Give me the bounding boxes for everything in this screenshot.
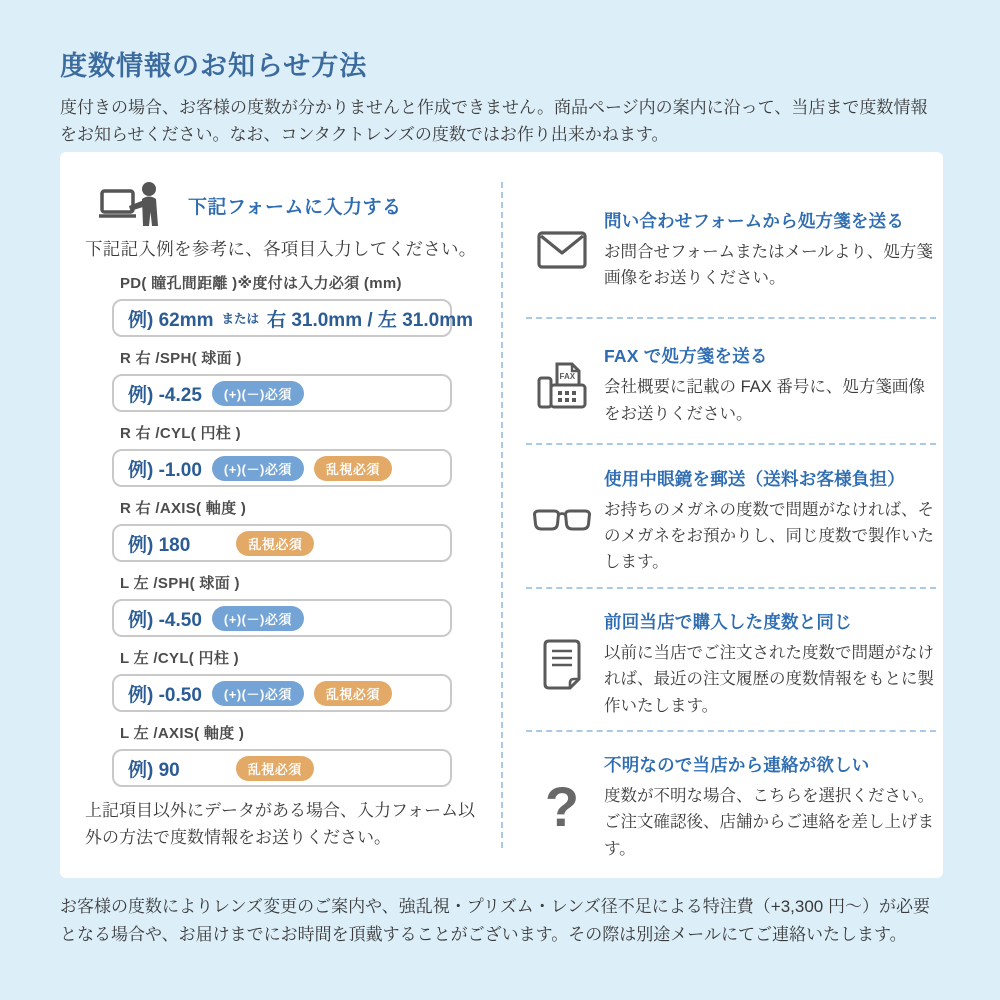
sign-required-badge: (+)(－)必須 [212,606,304,631]
astigmatism-required-badge: 乱視必須 [314,681,392,706]
method-contact-me [520,742,944,872]
field-example-l-sph [112,599,452,637]
field-example-l-axis [112,749,452,787]
field-label-l-cyl: L 左 /CYL( 円柱 ) [120,650,239,667]
method-title: 問い合わせフォームから処方箋を送る [604,210,905,231]
example-value: 例) -4.50 [128,609,202,631]
footer-note: お客様の度数によりレンズ変更のご案内や、強乱視・プリズム・レンズ径不足による特注費（+3,300 円〜）が必要となる場合や、お届けまでにお時間を頂戴することがございます。その際は別途メールにてご連絡いたします。 [60,897,930,945]
page-title: 度数情報のお知らせ方法 [60,51,368,81]
example-value-2: 右 31.0mm / 左 31.0mm [267,309,473,331]
method-body: 会社概要に記載の FAX 番号に、処方箋画像をお送りください。 [604,378,925,423]
section-divider [526,443,936,445]
astigmatism-required-badge: 乱視必須 [236,531,314,556]
example-value: 例) 90 [128,759,180,781]
glasses-icon [520,508,604,534]
method-previous-order [520,598,944,730]
example-value: 例) 62mm [128,309,214,331]
astigmatism-required-badge: 乱視必須 [236,756,314,781]
section-divider [526,317,936,319]
method-title: 不明なので当店から連絡が欲しい [604,755,870,776]
fax-icon [520,360,604,410]
envelope-icon [520,231,604,269]
field-example-r-cyl [112,449,452,487]
sign-required-badge: (+)(－)必須 [212,456,304,481]
field-label-l-axis: L 左 /AXIS( 軸度 ) [120,725,245,742]
vertical-divider [501,182,503,848]
sign-required-badge: (+)(－)必須 [212,381,304,406]
astigmatism-required-badge: 乱視必須 [314,456,392,481]
document-icon [520,638,604,690]
sign-required-badge: (+)(－)必須 [212,681,304,706]
method-fax [520,327,944,443]
method-title: FAX で処方箋を送る [604,346,768,367]
question-icon: ? [544,775,580,838]
form-section-header [98,180,402,230]
example-value: 例) 180 [128,534,191,556]
field-label-r-cyl: R 右 /CYL( 円柱 ) [120,425,241,442]
field-example-pd [112,299,473,337]
form-note: 上記項目以外にデータがある場合、入力フォーム以外の方法で度数情報をお送りください。 [85,801,476,848]
field-label-r-axis: R 右 /AXIS( 軸度 ) [120,500,247,517]
example-value: 例) -4.25 [128,384,202,406]
form-instruction: 下記記入例を参考に、各項目入力してください。 [85,239,477,259]
method-contact-form [520,182,944,317]
example-value: 例) -1.00 [128,459,202,481]
svg-text:FAX: FAX [559,372,576,381]
example-value: 例) -0.50 [128,684,202,706]
person-at-computer-icon [98,180,164,230]
field-example-r-axis [112,524,452,562]
section-divider [526,587,936,589]
form-example-fields [112,272,473,797]
field-label-l-sph: L 左 /SPH( 球面 ) [120,575,240,592]
method-mail-glasses [520,454,944,587]
method-title: 前回当店で購入した度数と同じ [604,612,852,633]
method-title: 使用中眼鏡を郵送（送料お客様負担） [604,468,905,489]
field-example-r-sph [112,374,452,412]
method-body: お問合せフォームまたはメールより、処方箋画像をお送りください。 [604,242,933,287]
form-section-heading: 下記フォームに入力する [188,196,402,218]
field-example-l-cyl [112,674,452,712]
method-body: お持ちのメガネの度数で問題がなければ、そのメガネをお預かりし、同じ度数で製作いたします。 [604,500,934,572]
intro-text: 度付きの場合、お客様の度数が分かりませんと作成できません。商品ページ内の案内に沿って、当店まで度数情報をお知らせください。なお、コンタクトレンズの度数ではお作り出来かねます。 [60,98,928,145]
info-card [60,152,943,878]
method-body: 以前に当店でご注文された度数で問題がなければ、最近の注文履歴の度数情報をもとに製作いたします。 [604,644,934,715]
section-divider [526,730,936,732]
field-label-pd: PD( 瞳孔間距離 )※度付は入力必須 (mm) [120,275,402,292]
method-body: 度数が不明な場合、こちらを選択ください。ご注文確認後、店舗からご連絡を差し上げます。 [604,787,934,858]
field-label-r-sph: R 右 /SPH( 球面 ) [120,350,242,367]
example-or-text: または [221,312,260,326]
